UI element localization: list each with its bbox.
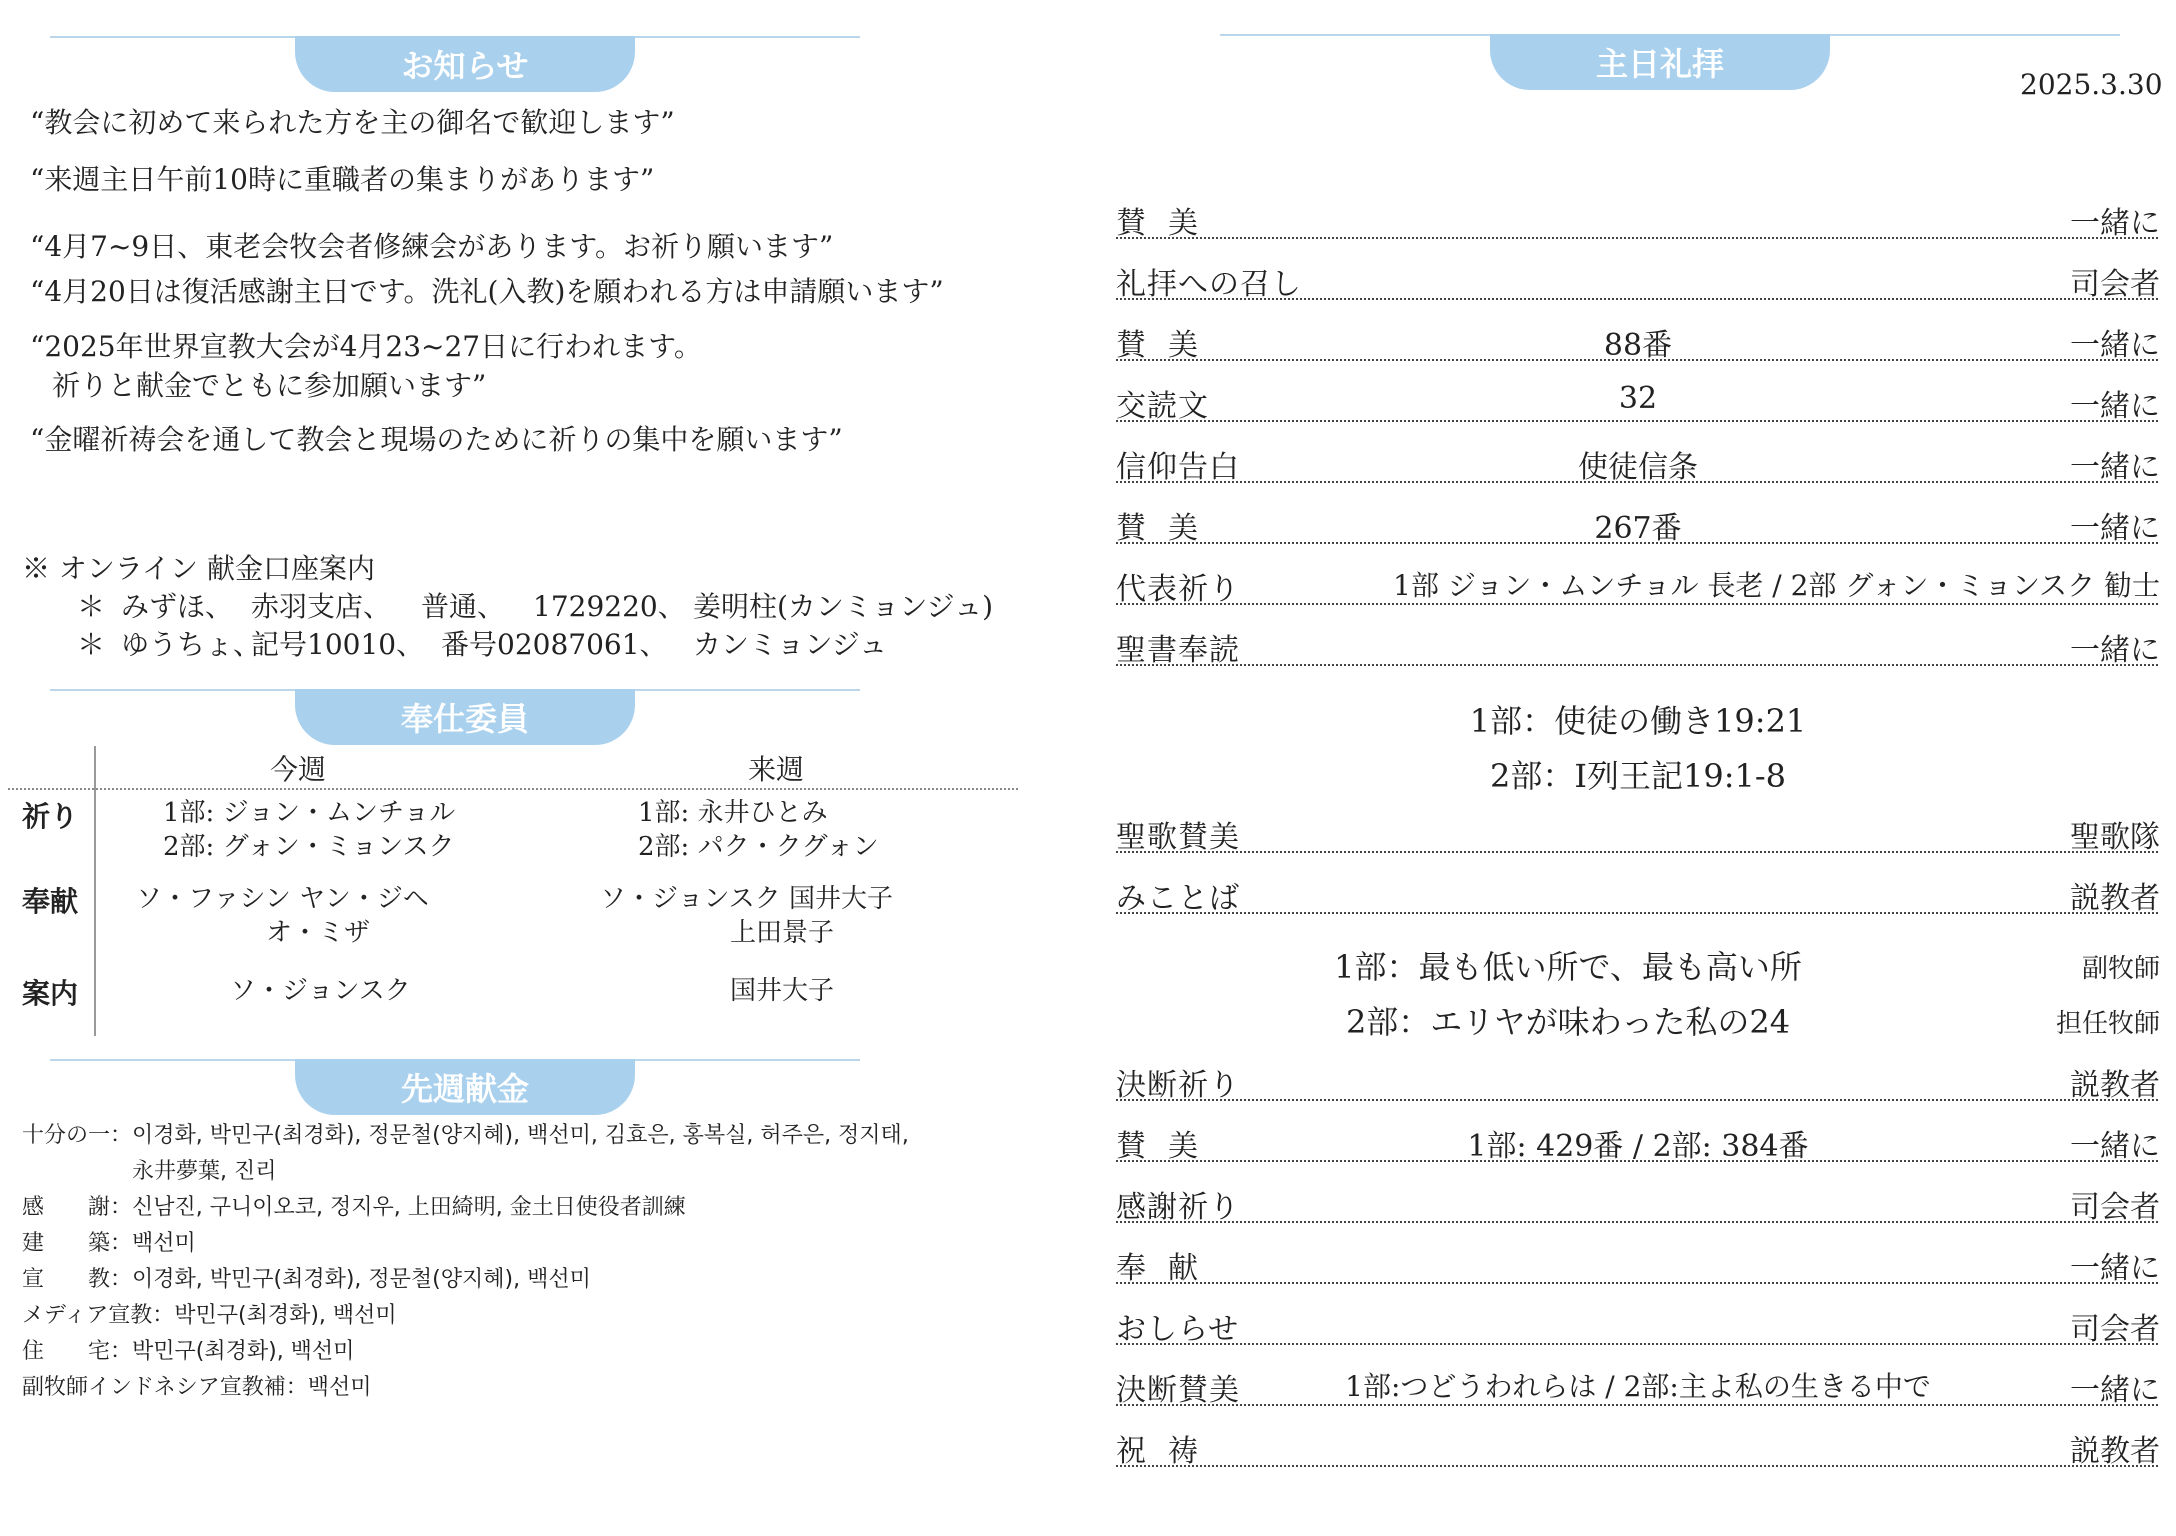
order-item: [1116, 1052, 2160, 1113]
order-of-worship: [1116, 190, 2160, 1479]
dotted-leader: [1116, 851, 2158, 853]
column-header-this-week: 今週: [270, 753, 327, 786]
assignee: 2部: パク・クグォン: [638, 832, 879, 862]
assignee: 2部: グォン・ミョンスク: [163, 832, 455, 862]
order-leader: 一緒に: [2070, 1251, 2160, 1286]
order-leader: 聖歌隊: [2070, 820, 2160, 855]
role-label: 案内: [22, 977, 79, 1010]
offering-row: [22, 1334, 909, 1370]
account-holder: 姜明柱(カンミョンジュ): [693, 590, 994, 623]
offering-row: [22, 1190, 909, 1226]
assignee: ソ・ジョンスク 国井大子: [600, 884, 893, 914]
order-title: 決断祈り: [1116, 1068, 1240, 1103]
order-item: [1116, 1113, 2160, 1174]
order-title: 賛美: [1116, 328, 1220, 363]
offering-names: 신남진, 구니이오코, 정지우, 上田綺明, 金土日使役者訓練: [132, 1195, 686, 1220]
order-title: 賛美: [1116, 511, 1220, 546]
order-leader: 一緒に: [2070, 206, 2160, 241]
order-leader: 司会者: [2070, 1312, 2160, 1347]
offering-names: 이경화, 박민구(최경화), 정문철(양지혜), 백선미: [132, 1267, 591, 1292]
offering-category: 宣 教：: [22, 1267, 133, 1292]
right-page: [1110, 0, 2163, 1536]
assignee: ソ・ジョンスク: [230, 976, 411, 1006]
account-number: 1729220、: [533, 590, 686, 623]
order-title: 賛美: [1116, 206, 1220, 241]
order-item: [1116, 1296, 2160, 1357]
sermon-text: 2部：エリヤが味わった私の24: [1345, 1003, 1791, 1041]
assignee: 上田景子: [730, 918, 835, 948]
service-table: [8, 740, 1018, 1030]
notice-line: 祈りと献金でともに参加願います”: [52, 369, 487, 402]
order-item: [1116, 556, 2160, 617]
role-label: 祈り: [22, 800, 79, 833]
notice-item: “来週主日午前10時に重職者の集まりがあります”: [30, 163, 655, 196]
notice-item: “4月7~9日、東老会牧会者修練会があります。お祈り願います”: [30, 230, 834, 263]
dotted-leader: [1116, 420, 2158, 422]
order-detail: 使徒信条: [1578, 450, 1698, 485]
order-item: [1116, 865, 2160, 926]
account-holder: カンミョンジュ: [693, 628, 888, 661]
branch: 赤羽支店、: [251, 590, 392, 623]
order-title: 交読文: [1116, 389, 1209, 424]
offerings-header: [50, 1053, 860, 1123]
offering-category: 副牧師インドネシア宣教補：: [22, 1375, 308, 1400]
order-item: [1116, 190, 2160, 251]
scripture-text: 1部：使徒の働き19:21: [1469, 702, 1807, 740]
order-leader: 説教者: [2070, 881, 2160, 916]
order-title: おしらせ: [1116, 1312, 1240, 1347]
offering-category: 建 築：: [22, 1231, 133, 1256]
order-item: [1116, 1418, 2160, 1479]
offering-names: 박민구(최경화), 백선미: [174, 1303, 397, 1328]
service-header-label: 奉仕委員: [295, 689, 635, 745]
offering-names: 백선미: [307, 1375, 372, 1400]
dotted-leader: [1116, 1343, 2158, 1345]
online-title: ※ オンライン 献金口座案内: [22, 552, 375, 585]
assignee: 1部: ジョン・ムンチョル: [163, 798, 456, 828]
dotted-leader: [1116, 1221, 2158, 1223]
sermon-preacher: 副牧師: [2081, 954, 2160, 984]
scripture-reading: [1116, 690, 2160, 745]
order-item: [1116, 1174, 2160, 1235]
order-title: 礼拝への召し: [1116, 267, 1302, 302]
order-leader: 司会者: [2070, 1190, 2160, 1225]
order-title: 感謝祈り: [1116, 1190, 1240, 1225]
sermon-title: [1116, 936, 2160, 991]
offering-names: 박민구(최경화), 백선미: [132, 1339, 355, 1364]
notice-item: “金曜祈祷会を通して教会と現場のために祈りの集中を願います”: [30, 423, 843, 456]
order-leader: 一緒に: [2070, 1373, 2160, 1408]
account-row: [22, 588, 993, 626]
offering-category: メディア宣教：: [22, 1303, 175, 1328]
account-row: [22, 626, 993, 664]
branch: 記号10010、: [251, 628, 425, 661]
scripture-reading: [1116, 745, 2160, 800]
assignee: ソ・ファシン ヤン・ジヘ: [136, 884, 429, 914]
worship-header-label: 主日礼拝: [1490, 34, 1830, 90]
dotted-leader: [1116, 912, 2158, 914]
dotted-leader: [1116, 237, 2158, 239]
service-date: 2025.3.30: [2020, 68, 2163, 101]
order-leader: 一緒に: [2070, 633, 2160, 668]
offering-names: 이경화, 박민구(최경화), 정문철(양지혜), 백선미, 김효은, 홍복실, 허주은, 정지태,: [132, 1123, 909, 1148]
notices-header: [50, 30, 860, 100]
order-item: [1116, 495, 2160, 556]
order-detail: 1部 ジョン・ムンチョル 長老 / 2部 グォン・ミョンスク 勧士: [1393, 569, 2160, 602]
dotted-leader: [1116, 1465, 2158, 1467]
order-leader: 一緒に: [2070, 450, 2160, 485]
notice-item: [30, 327, 702, 405]
left-page: [0, 0, 1060, 1536]
order-detail: 88番: [1603, 328, 1673, 363]
offerings-list: [22, 1118, 909, 1406]
order-item: [1116, 373, 2160, 434]
offerings-header-label: 先週献金: [295, 1059, 635, 1115]
notices-header-label: お知らせ: [295, 36, 635, 92]
order-item: [1116, 312, 2160, 373]
offering-category: 感 謝：: [22, 1195, 133, 1220]
order-title: 聖書奉読: [1116, 633, 1240, 668]
offering-row: [22, 1298, 909, 1334]
order-detail: 1部: 429番 / 2部: 384番: [1467, 1129, 1809, 1164]
account-type: 普通、: [421, 590, 506, 623]
offering-row: [22, 1262, 909, 1298]
assignee: 1部: 永井ひとみ: [638, 798, 828, 828]
order-title: 奉献: [1116, 1251, 1220, 1286]
order-title: 賛美: [1116, 1129, 1220, 1164]
role-label: 奉献: [22, 885, 79, 918]
order-item: [1116, 1357, 2160, 1418]
order-detail: 267番: [1594, 511, 1682, 546]
table-divider: [8, 788, 1018, 790]
order-leader: 一緒に: [2070, 1129, 2160, 1164]
notice-item: “4月20日は復活感謝主日です。洗礼(入教)を願われる方は申請願います”: [30, 275, 944, 308]
order-leader: 説教者: [2070, 1434, 2160, 1469]
bank-name: みずほ、: [121, 590, 234, 623]
offering-row: [22, 1154, 909, 1190]
order-item: [1116, 251, 2160, 312]
order-item: [1116, 804, 2160, 865]
notice-item: “教会に初めて来られた方を主の御名で歓迎します”: [30, 106, 675, 139]
assignee: 国井大子: [730, 976, 835, 1006]
order-item: [1116, 617, 2160, 678]
order-title: みことば: [1116, 881, 1240, 916]
order-leader: 説教者: [2070, 1068, 2160, 1103]
bank-name: ゆうちょ、: [121, 628, 262, 661]
sermon-text: 1部：最も低い所で、最も高い所: [1334, 948, 1802, 986]
order-leader: 一緒に: [2070, 511, 2160, 546]
dotted-leader: [1116, 664, 2158, 666]
scripture-text: 2部：Ⅰ列王記19:1-8: [1489, 757, 1787, 795]
offering-row: [22, 1118, 909, 1154]
order-leader: 一緒に: [2070, 328, 2160, 363]
dotted-leader: [1116, 1282, 2158, 1284]
order-title: 祝祷: [1116, 1434, 1220, 1469]
dotted-leader: [1116, 1099, 2158, 1101]
order-item: [1116, 434, 2160, 495]
offering-row: [22, 1226, 909, 1262]
bullet: ＊: [77, 590, 106, 623]
column-header-next-week: 来週: [748, 753, 805, 786]
notice-line: “2025年世界宣教大会が4月23~27日に行われます。: [30, 330, 702, 363]
order-leader: 一緒に: [2070, 389, 2160, 424]
assignee: オ・ミザ: [266, 918, 371, 948]
offering-names: 백선미: [132, 1231, 196, 1256]
offering-category: 住 宅：: [22, 1339, 133, 1364]
order-item: [1116, 1235, 2160, 1296]
order-title: 代表祈り: [1116, 572, 1240, 607]
worship-header: [1220, 28, 2120, 98]
bullet: ＊: [77, 628, 106, 661]
order-title: 決断賛美: [1116, 1373, 1240, 1408]
order-title: 信仰告白: [1116, 450, 1240, 485]
account-number: 番号02087061、: [441, 628, 668, 661]
order-detail: 32: [1618, 381, 1658, 416]
online-account-info: [22, 550, 993, 664]
offering-names: 永井夢葉, 진리: [132, 1159, 277, 1184]
order-leader: 司会者: [2070, 267, 2160, 302]
offering-row: [22, 1370, 909, 1406]
order-detail: 1部:つどうわれらは / 2部:主よ私の生きる中で: [1345, 1370, 1931, 1403]
sermon-title: [1116, 991, 2160, 1046]
order-title: 聖歌賛美: [1116, 820, 1240, 855]
sermon-preacher: 担任牧師: [2055, 1009, 2160, 1039]
offering-category: 十分の一：: [22, 1123, 133, 1148]
